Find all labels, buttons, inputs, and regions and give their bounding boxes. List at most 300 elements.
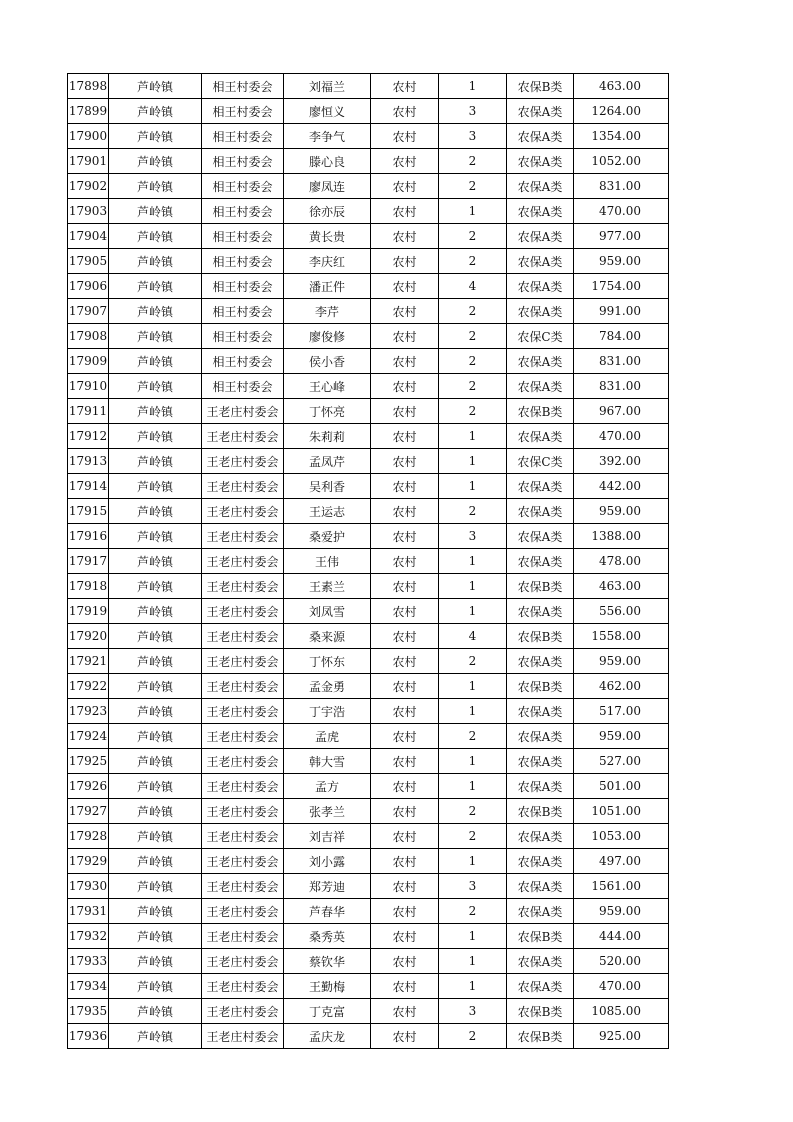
town-cell: 芦岭镇 bbox=[109, 349, 202, 374]
household-size-cell: 3 bbox=[439, 524, 507, 549]
village-cell: 王老庄村委会 bbox=[202, 724, 284, 749]
insurance-class-cell: 农保A类 bbox=[507, 174, 574, 199]
village-cell: 王老庄村委会 bbox=[202, 474, 284, 499]
amount-cell: 977.00 bbox=[574, 224, 669, 249]
record-id-cell: 17926 bbox=[68, 774, 109, 799]
village-cell: 相王村委会 bbox=[202, 349, 284, 374]
record-id-cell: 17913 bbox=[68, 449, 109, 474]
amount-cell: 527.00 bbox=[574, 749, 669, 774]
insurance-class-cell: 农保A类 bbox=[507, 699, 574, 724]
household-size-cell: 1 bbox=[439, 474, 507, 499]
area-type-cell: 农村 bbox=[371, 449, 439, 474]
name-cell: 廖凤连 bbox=[284, 174, 371, 199]
table-row bbox=[68, 449, 669, 474]
name-cell: 韩大雪 bbox=[284, 749, 371, 774]
insurance-class-cell: 农保A类 bbox=[507, 199, 574, 224]
table-row bbox=[68, 1024, 669, 1049]
household-size-cell: 1 bbox=[439, 199, 507, 224]
name-cell: 孟庆龙 bbox=[284, 1024, 371, 1049]
household-size-cell: 2 bbox=[439, 374, 507, 399]
town-cell: 芦岭镇 bbox=[109, 674, 202, 699]
household-size-cell: 4 bbox=[439, 624, 507, 649]
village-cell: 王老庄村委会 bbox=[202, 899, 284, 924]
village-cell: 相王村委会 bbox=[202, 324, 284, 349]
town-cell: 芦岭镇 bbox=[109, 399, 202, 424]
town-cell: 芦岭镇 bbox=[109, 374, 202, 399]
village-cell: 相王村委会 bbox=[202, 174, 284, 199]
name-cell: 侯小香 bbox=[284, 349, 371, 374]
household-size-cell: 1 bbox=[439, 74, 507, 99]
insurance-class-cell: 农保A类 bbox=[507, 849, 574, 874]
amount-cell: 959.00 bbox=[574, 499, 669, 524]
name-cell: 廖恒义 bbox=[284, 99, 371, 124]
household-size-cell: 1 bbox=[439, 949, 507, 974]
amount-cell: 463.00 bbox=[574, 574, 669, 599]
village-cell: 相王村委会 bbox=[202, 249, 284, 274]
town-cell: 芦岭镇 bbox=[109, 849, 202, 874]
amount-cell: 1558.00 bbox=[574, 624, 669, 649]
record-id-cell: 17903 bbox=[68, 199, 109, 224]
amount-cell: 1354.00 bbox=[574, 124, 669, 149]
household-size-cell: 3 bbox=[439, 124, 507, 149]
amount-cell: 1053.00 bbox=[574, 824, 669, 849]
table-row bbox=[68, 99, 669, 124]
area-type-cell: 农村 bbox=[371, 874, 439, 899]
insurance-class-cell: 农保A类 bbox=[507, 474, 574, 499]
insurance-class-cell: 农保A类 bbox=[507, 149, 574, 174]
name-cell: 吴利香 bbox=[284, 474, 371, 499]
table-row bbox=[68, 624, 669, 649]
area-type-cell: 农村 bbox=[371, 349, 439, 374]
amount-cell: 1085.00 bbox=[574, 999, 669, 1024]
village-cell: 王老庄村委会 bbox=[202, 999, 284, 1024]
town-cell: 芦岭镇 bbox=[109, 974, 202, 999]
town-cell: 芦岭镇 bbox=[109, 649, 202, 674]
table-row bbox=[68, 249, 669, 274]
table-row bbox=[68, 974, 669, 999]
area-type-cell: 农村 bbox=[371, 649, 439, 674]
record-id-cell: 17925 bbox=[68, 749, 109, 774]
amount-cell: 556.00 bbox=[574, 599, 669, 624]
insurance-class-cell: 农保B类 bbox=[507, 1024, 574, 1049]
amount-cell: 442.00 bbox=[574, 474, 669, 499]
town-cell: 芦岭镇 bbox=[109, 499, 202, 524]
area-type-cell: 农村 bbox=[371, 399, 439, 424]
area-type-cell: 农村 bbox=[371, 99, 439, 124]
town-cell: 芦岭镇 bbox=[109, 249, 202, 274]
household-size-cell: 2 bbox=[439, 724, 507, 749]
area-type-cell: 农村 bbox=[371, 724, 439, 749]
record-id-cell: 17910 bbox=[68, 374, 109, 399]
village-cell: 王老庄村委会 bbox=[202, 699, 284, 724]
village-cell: 王老庄村委会 bbox=[202, 799, 284, 824]
household-size-cell: 1 bbox=[439, 774, 507, 799]
table-row bbox=[68, 174, 669, 199]
record-id-cell: 17909 bbox=[68, 349, 109, 374]
record-id-cell: 17928 bbox=[68, 824, 109, 849]
insurance-class-cell: 农保B类 bbox=[507, 924, 574, 949]
table-row bbox=[68, 574, 669, 599]
area-type-cell: 农村 bbox=[371, 224, 439, 249]
amount-cell: 1051.00 bbox=[574, 799, 669, 824]
town-cell: 芦岭镇 bbox=[109, 774, 202, 799]
record-id-cell: 17915 bbox=[68, 499, 109, 524]
insurance-class-cell: 农保B类 bbox=[507, 624, 574, 649]
town-cell: 芦岭镇 bbox=[109, 549, 202, 574]
village-cell: 王老庄村委会 bbox=[202, 874, 284, 899]
area-type-cell: 农村 bbox=[371, 899, 439, 924]
record-id-cell: 17924 bbox=[68, 724, 109, 749]
table-row bbox=[68, 674, 669, 699]
name-cell: 王心峰 bbox=[284, 374, 371, 399]
household-size-cell: 2 bbox=[439, 224, 507, 249]
household-size-cell: 2 bbox=[439, 149, 507, 174]
table-row bbox=[68, 274, 669, 299]
amount-cell: 959.00 bbox=[574, 899, 669, 924]
household-size-cell: 1 bbox=[439, 699, 507, 724]
record-id-cell: 17901 bbox=[68, 149, 109, 174]
name-cell: 刘凤雪 bbox=[284, 599, 371, 624]
area-type-cell: 农村 bbox=[371, 249, 439, 274]
amount-cell: 831.00 bbox=[574, 349, 669, 374]
table-row bbox=[68, 724, 669, 749]
insurance-class-cell: 农保B类 bbox=[507, 399, 574, 424]
amount-cell: 925.00 bbox=[574, 1024, 669, 1049]
village-cell: 相王村委会 bbox=[202, 274, 284, 299]
village-cell: 王老庄村委会 bbox=[202, 974, 284, 999]
town-cell: 芦岭镇 bbox=[109, 149, 202, 174]
insurance-class-cell: 农保C类 bbox=[507, 324, 574, 349]
table-row bbox=[68, 424, 669, 449]
table-row bbox=[68, 499, 669, 524]
area-type-cell: 农村 bbox=[371, 424, 439, 449]
area-type-cell: 农村 bbox=[371, 924, 439, 949]
village-cell: 王老庄村委会 bbox=[202, 399, 284, 424]
record-id-cell: 17920 bbox=[68, 624, 109, 649]
name-cell: 张孝兰 bbox=[284, 799, 371, 824]
town-cell: 芦岭镇 bbox=[109, 924, 202, 949]
record-id-cell: 17933 bbox=[68, 949, 109, 974]
area-type-cell: 农村 bbox=[371, 199, 439, 224]
record-id-cell: 17911 bbox=[68, 399, 109, 424]
table-row bbox=[68, 324, 669, 349]
record-id-cell: 17934 bbox=[68, 974, 109, 999]
table-row bbox=[68, 799, 669, 824]
name-cell: 丁宇浩 bbox=[284, 699, 371, 724]
area-type-cell: 农村 bbox=[371, 849, 439, 874]
insurance-class-cell: 农保A类 bbox=[507, 549, 574, 574]
area-type-cell: 农村 bbox=[371, 374, 439, 399]
name-cell: 刘小露 bbox=[284, 849, 371, 874]
table-row bbox=[68, 124, 669, 149]
name-cell: 王伟 bbox=[284, 549, 371, 574]
town-cell: 芦岭镇 bbox=[109, 199, 202, 224]
table-row bbox=[68, 474, 669, 499]
table-row bbox=[68, 924, 669, 949]
household-size-cell: 1 bbox=[439, 424, 507, 449]
record-id-cell: 17917 bbox=[68, 549, 109, 574]
insurance-class-cell: 农保A类 bbox=[507, 374, 574, 399]
insurance-class-cell: 农保A类 bbox=[507, 224, 574, 249]
insurance-class-cell: 农保A类 bbox=[507, 524, 574, 549]
amount-cell: 784.00 bbox=[574, 324, 669, 349]
household-size-cell: 1 bbox=[439, 849, 507, 874]
household-size-cell: 2 bbox=[439, 899, 507, 924]
village-cell: 王老庄村委会 bbox=[202, 624, 284, 649]
area-type-cell: 农村 bbox=[371, 674, 439, 699]
name-cell: 孟金勇 bbox=[284, 674, 371, 699]
record-id-cell: 17916 bbox=[68, 524, 109, 549]
insurance-class-cell: 农保B类 bbox=[507, 674, 574, 699]
village-cell: 王老庄村委会 bbox=[202, 649, 284, 674]
record-id-cell: 17907 bbox=[68, 299, 109, 324]
amount-cell: 462.00 bbox=[574, 674, 669, 699]
household-size-cell: 2 bbox=[439, 399, 507, 424]
village-cell: 相王村委会 bbox=[202, 374, 284, 399]
town-cell: 芦岭镇 bbox=[109, 749, 202, 774]
table-row bbox=[68, 774, 669, 799]
town-cell: 芦岭镇 bbox=[109, 299, 202, 324]
amount-cell: 463.00 bbox=[574, 74, 669, 99]
name-cell: 丁怀东 bbox=[284, 649, 371, 674]
village-cell: 王老庄村委会 bbox=[202, 774, 284, 799]
insurance-class-cell: 农保A类 bbox=[507, 724, 574, 749]
amount-cell: 1388.00 bbox=[574, 524, 669, 549]
village-cell: 王老庄村委会 bbox=[202, 549, 284, 574]
amount-cell: 470.00 bbox=[574, 424, 669, 449]
name-cell: 王素兰 bbox=[284, 574, 371, 599]
table-row bbox=[68, 199, 669, 224]
amount-cell: 959.00 bbox=[574, 649, 669, 674]
town-cell: 芦岭镇 bbox=[109, 224, 202, 249]
table-row bbox=[68, 374, 669, 399]
name-cell: 滕心良 bbox=[284, 149, 371, 174]
household-size-cell: 1 bbox=[439, 574, 507, 599]
area-type-cell: 农村 bbox=[371, 974, 439, 999]
table-row bbox=[68, 74, 669, 99]
area-type-cell: 农村 bbox=[371, 174, 439, 199]
insurance-class-cell: 农保A类 bbox=[507, 774, 574, 799]
village-cell: 王老庄村委会 bbox=[202, 424, 284, 449]
table-row bbox=[68, 649, 669, 674]
insurance-class-cell: 农保A类 bbox=[507, 899, 574, 924]
village-cell: 王老庄村委会 bbox=[202, 674, 284, 699]
name-cell: 朱莉莉 bbox=[284, 424, 371, 449]
amount-cell: 497.00 bbox=[574, 849, 669, 874]
household-size-cell: 2 bbox=[439, 174, 507, 199]
insurance-class-cell: 农保B类 bbox=[507, 74, 574, 99]
table-row bbox=[68, 299, 669, 324]
record-id-cell: 17914 bbox=[68, 474, 109, 499]
household-size-cell: 3 bbox=[439, 874, 507, 899]
village-cell: 王老庄村委会 bbox=[202, 1024, 284, 1049]
amount-cell: 1561.00 bbox=[574, 874, 669, 899]
village-cell: 相王村委会 bbox=[202, 124, 284, 149]
household-size-cell: 2 bbox=[439, 1024, 507, 1049]
record-id-cell: 17918 bbox=[68, 574, 109, 599]
household-size-cell: 1 bbox=[439, 449, 507, 474]
name-cell: 王勤梅 bbox=[284, 974, 371, 999]
record-id-cell: 17912 bbox=[68, 424, 109, 449]
record-id-cell: 17932 bbox=[68, 924, 109, 949]
town-cell: 芦岭镇 bbox=[109, 474, 202, 499]
household-size-cell: 2 bbox=[439, 824, 507, 849]
village-cell: 王老庄村委会 bbox=[202, 449, 284, 474]
amount-cell: 444.00 bbox=[574, 924, 669, 949]
village-cell: 王老庄村委会 bbox=[202, 824, 284, 849]
village-cell: 相王村委会 bbox=[202, 199, 284, 224]
table-row bbox=[68, 399, 669, 424]
data-table bbox=[67, 73, 669, 1049]
record-id-cell: 17931 bbox=[68, 899, 109, 924]
record-id-cell: 17922 bbox=[68, 674, 109, 699]
table-body bbox=[68, 74, 669, 1049]
amount-cell: 1754.00 bbox=[574, 274, 669, 299]
household-size-cell: 1 bbox=[439, 599, 507, 624]
name-cell: 廖俊修 bbox=[284, 324, 371, 349]
area-type-cell: 农村 bbox=[371, 624, 439, 649]
table-row bbox=[68, 949, 669, 974]
table-row bbox=[68, 549, 669, 574]
area-type-cell: 农村 bbox=[371, 699, 439, 724]
table-row bbox=[68, 849, 669, 874]
record-id-cell: 17935 bbox=[68, 999, 109, 1024]
name-cell: 徐亦辰 bbox=[284, 199, 371, 224]
table-row bbox=[68, 749, 669, 774]
record-id-cell: 17927 bbox=[68, 799, 109, 824]
town-cell: 芦岭镇 bbox=[109, 999, 202, 1024]
record-id-cell: 17899 bbox=[68, 99, 109, 124]
insurance-class-cell: 农保A类 bbox=[507, 424, 574, 449]
village-cell: 王老庄村委会 bbox=[202, 599, 284, 624]
household-size-cell: 2 bbox=[439, 649, 507, 674]
record-id-cell: 17930 bbox=[68, 874, 109, 899]
table-row bbox=[68, 699, 669, 724]
insurance-class-cell: 农保A类 bbox=[507, 124, 574, 149]
record-id-cell: 17908 bbox=[68, 324, 109, 349]
insurance-class-cell: 农保A类 bbox=[507, 99, 574, 124]
amount-cell: 520.00 bbox=[574, 949, 669, 974]
name-cell: 郑芳迪 bbox=[284, 874, 371, 899]
town-cell: 芦岭镇 bbox=[109, 874, 202, 899]
insurance-class-cell: 农保C类 bbox=[507, 449, 574, 474]
amount-cell: 1264.00 bbox=[574, 99, 669, 124]
amount-cell: 1052.00 bbox=[574, 149, 669, 174]
village-cell: 王老庄村委会 bbox=[202, 949, 284, 974]
village-cell: 王老庄村委会 bbox=[202, 499, 284, 524]
name-cell: 孟虎 bbox=[284, 724, 371, 749]
insurance-class-cell: 农保A类 bbox=[507, 974, 574, 999]
village-cell: 王老庄村委会 bbox=[202, 574, 284, 599]
town-cell: 芦岭镇 bbox=[109, 574, 202, 599]
name-cell: 李庆红 bbox=[284, 249, 371, 274]
town-cell: 芦岭镇 bbox=[109, 174, 202, 199]
area-type-cell: 农村 bbox=[371, 499, 439, 524]
table-row bbox=[68, 224, 669, 249]
name-cell: 李争气 bbox=[284, 124, 371, 149]
household-size-cell: 1 bbox=[439, 549, 507, 574]
name-cell: 丁克富 bbox=[284, 999, 371, 1024]
town-cell: 芦岭镇 bbox=[109, 624, 202, 649]
record-id-cell: 17921 bbox=[68, 649, 109, 674]
area-type-cell: 农村 bbox=[371, 74, 439, 99]
amount-cell: 478.00 bbox=[574, 549, 669, 574]
record-id-cell: 17906 bbox=[68, 274, 109, 299]
name-cell: 芦春华 bbox=[284, 899, 371, 924]
amount-cell: 470.00 bbox=[574, 974, 669, 999]
area-type-cell: 农村 bbox=[371, 774, 439, 799]
village-cell: 王老庄村委会 bbox=[202, 924, 284, 949]
household-size-cell: 1 bbox=[439, 749, 507, 774]
table-row bbox=[68, 149, 669, 174]
name-cell: 蔡钦华 bbox=[284, 949, 371, 974]
village-cell: 王老庄村委会 bbox=[202, 524, 284, 549]
area-type-cell: 农村 bbox=[371, 749, 439, 774]
record-id-cell: 17929 bbox=[68, 849, 109, 874]
area-type-cell: 农村 bbox=[371, 1024, 439, 1049]
area-type-cell: 农村 bbox=[371, 599, 439, 624]
name-cell: 王运志 bbox=[284, 499, 371, 524]
table-row bbox=[68, 874, 669, 899]
town-cell: 芦岭镇 bbox=[109, 1024, 202, 1049]
amount-cell: 959.00 bbox=[574, 249, 669, 274]
amount-cell: 967.00 bbox=[574, 399, 669, 424]
village-cell: 相王村委会 bbox=[202, 99, 284, 124]
insurance-class-cell: 农保B类 bbox=[507, 999, 574, 1024]
insurance-class-cell: 农保A类 bbox=[507, 824, 574, 849]
household-size-cell: 1 bbox=[439, 924, 507, 949]
town-cell: 芦岭镇 bbox=[109, 524, 202, 549]
insurance-class-cell: 农保A类 bbox=[507, 249, 574, 274]
amount-cell: 831.00 bbox=[574, 374, 669, 399]
town-cell: 芦岭镇 bbox=[109, 449, 202, 474]
record-id-cell: 17905 bbox=[68, 249, 109, 274]
household-size-cell: 2 bbox=[439, 799, 507, 824]
record-id-cell: 17919 bbox=[68, 599, 109, 624]
insurance-class-cell: 农保A类 bbox=[507, 499, 574, 524]
amount-cell: 392.00 bbox=[574, 449, 669, 474]
household-size-cell: 2 bbox=[439, 249, 507, 274]
record-id-cell: 17923 bbox=[68, 699, 109, 724]
insurance-class-cell: 农保A类 bbox=[507, 949, 574, 974]
village-cell: 相王村委会 bbox=[202, 299, 284, 324]
amount-cell: 991.00 bbox=[574, 299, 669, 324]
household-size-cell: 3 bbox=[439, 999, 507, 1024]
town-cell: 芦岭镇 bbox=[109, 949, 202, 974]
household-size-cell: 3 bbox=[439, 99, 507, 124]
household-size-cell: 2 bbox=[439, 499, 507, 524]
household-size-cell: 4 bbox=[439, 274, 507, 299]
household-size-cell: 1 bbox=[439, 974, 507, 999]
amount-cell: 470.00 bbox=[574, 199, 669, 224]
town-cell: 芦岭镇 bbox=[109, 699, 202, 724]
village-cell: 相王村委会 bbox=[202, 74, 284, 99]
area-type-cell: 农村 bbox=[371, 999, 439, 1024]
record-id-cell: 17902 bbox=[68, 174, 109, 199]
amount-cell: 959.00 bbox=[574, 724, 669, 749]
area-type-cell: 农村 bbox=[371, 949, 439, 974]
name-cell: 孟凤芹 bbox=[284, 449, 371, 474]
insurance-class-cell: 农保A类 bbox=[507, 649, 574, 674]
village-cell: 王老庄村委会 bbox=[202, 749, 284, 774]
village-cell: 相王村委会 bbox=[202, 224, 284, 249]
record-id-cell: 17898 bbox=[68, 74, 109, 99]
name-cell: 黄长贵 bbox=[284, 224, 371, 249]
area-type-cell: 农村 bbox=[371, 299, 439, 324]
town-cell: 芦岭镇 bbox=[109, 424, 202, 449]
insurance-class-cell: 农保A类 bbox=[507, 874, 574, 899]
town-cell: 芦岭镇 bbox=[109, 824, 202, 849]
